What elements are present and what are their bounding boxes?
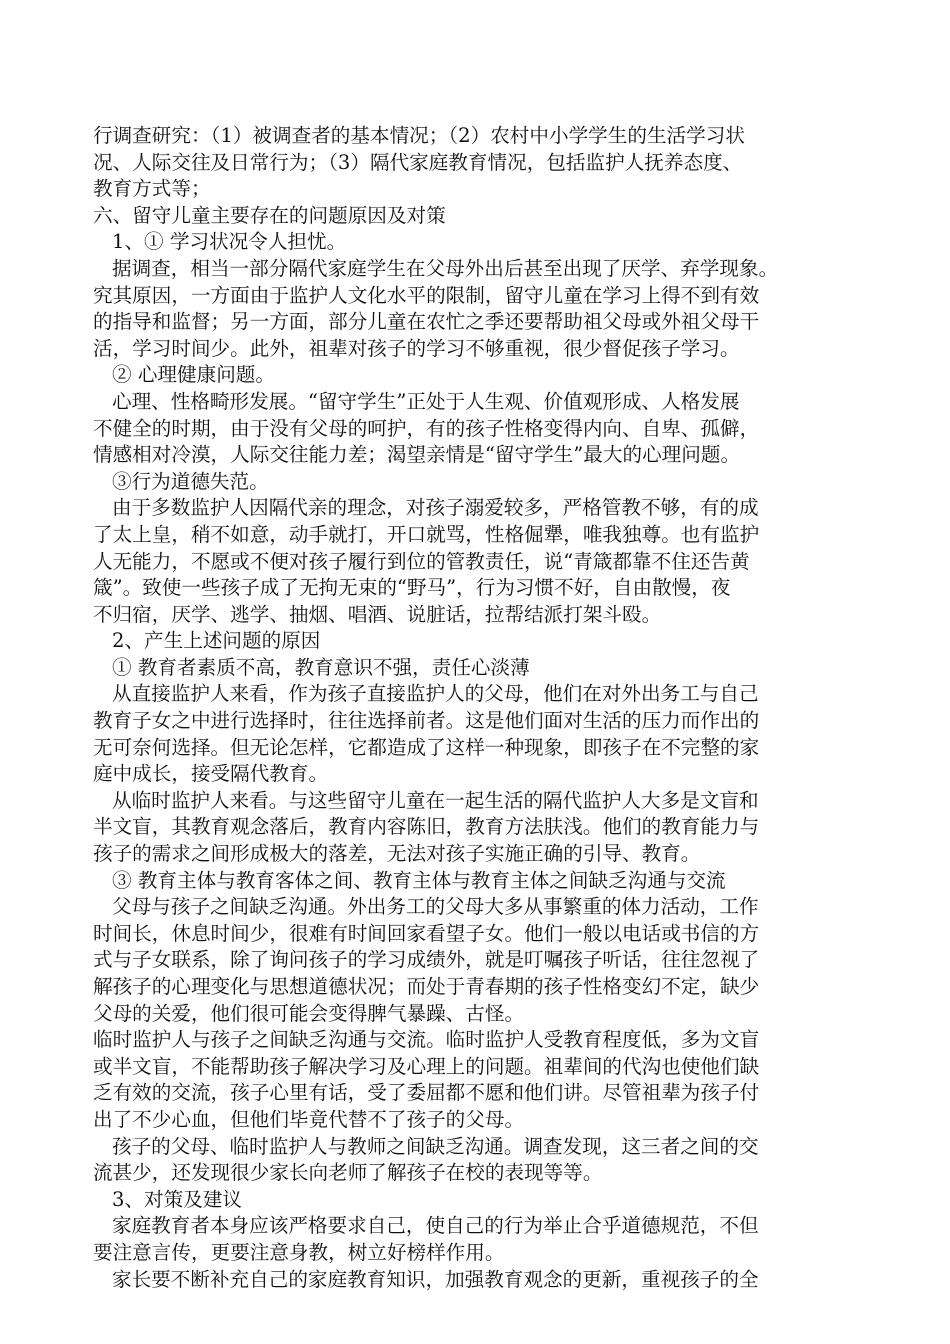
text-line: 况、人际交往及日常行为；（3）隔代家庭教育情况，包括监护人抚养态度、 [93,150,743,174]
text-line: 孩子的父母、临时监护人与教师之间缺乏沟通。调查发现，这三者之间的交 [112,1134,759,1158]
text-line: 时间长，休息时间少，很难有时间回家看望子女。他们一般以电话或书信的方 [93,921,760,945]
text-line: 由于多数监护人因隔代亲的理念，对孩子溺爱较多，严格管教不够，有的成 [112,496,759,520]
text-line: 行调查研究：（1）被调查者的基本情况；（2）农村中小学学生的生活学习状 [93,124,745,147]
text-line: 从直接监护人来看，作为孩子直接监护人的父母，他们在对外出务工与自己 [112,682,759,706]
text-line: ③行为道德失范。 [112,469,269,493]
text-line: 人无能力，不愿或不便对孩子履行到位的管教责任，说“青箴都靠不住还告黄 [93,549,750,573]
text-line: 不归宿，厌学、逃学、抽烟、唱酒、说脏话，拉帮结派打架斗殴。 [93,602,662,626]
text-line: 解孩子的心理变化与思想道德状况；而处于青春期的孩子性格变幻不定，缺少 [93,975,760,998]
text-line: 心理、性格畸形发展。“留守学生”正处于人生观、价值观形成、人格发展 [112,389,740,413]
text-line: ③ 教育主体与教育客体之间、教育主体与教育主体之间缺乏沟通与交流 [112,868,726,892]
text-line: 父母与孩子之间缺乏沟通。外出务工的父母大多从事繁重的体力活动，工作 [112,895,759,919]
text-line: 式与子女联系，除了询问孩子的学习成绩外，就是叮嘱孩子听话，往往忽视了 [93,948,760,972]
text-line: 箴”。致使一些孩子成了无拘无束的“野马”，行为习惯不好，自由散慢，夜 [93,576,731,600]
text-line: 1、① 学习状况令人担忧。 [112,230,347,254]
text-line: 要注意言传，更要注意身教，树立好榜样作用。 [93,1240,505,1264]
text-line: 不健全的时期，由于没有父母的呵护，有的孩子性格变得内向、自卑、孤僻， [93,416,760,440]
text-line: 临时监护人与孩子之间缺乏沟通与交流。临时监护人受教育程度低，多为文盲 [93,1028,760,1052]
text-line: 或半文盲，不能帮助孩子解决学习及心理上的问题。祖辈间的代沟也使他们缺 [93,1054,760,1078]
text-line: 流甚少，还发现很少家长向老师了解孩子在校的表现等等。 [93,1161,603,1185]
document-body [93,123,873,1293]
text-line: 从临时监护人来看。与这些留守儿童在一起生活的隔代监护人大多是文盲和 [112,788,759,812]
text-line: 父母的关爱，他们很可能会变得脾气暴躁、古怪。 [93,1001,525,1025]
text-line: 究其原因，一方面由于监护人文化水平的限制，留守儿童在学习上得不到有效 [93,283,760,307]
text-line: 庭中成长，接受隔代教育。 [93,762,329,786]
text-line: 教育子女之中进行选择时，往往选择前者。这是他们面对生活的压力而作出的 [93,709,760,733]
text-line: 活，学习时间少。此外，祖辈对孩子的学习不够重视，很少督促孩子学习。 [93,336,740,360]
text-line: 的指导和监督；另一方面，部分儿童在农忙之季还要帮助祖父母或外祖父母干 [93,310,760,334]
text-line: 孩子的需求之间形成极大的落差，无法对孩子实施正确的引导、教育。 [93,842,701,866]
text-line: ② 心理健康问题。 [112,363,275,387]
text-line: 乏有效的交流，孩子心里有话，受了委屈都不愿和他们讲。尽管祖辈为孩子付 [93,1081,760,1105]
text-line: 无可奈何选择。但无论怎样，它都造成了这样一种现象，即孩子在不完整的家 [93,735,760,759]
text-line: 家庭教育者本身应该严格要求自己，使自己的行为举止合乎道德规范，不但 [112,1214,759,1238]
text-line: 3、对策及建议 [112,1187,243,1211]
text-line: 家长要不断补充自己的家庭教育知识，加强教育观念的更新，重视孩子的全 [112,1267,759,1291]
text-line: ① 教育者素质不高，教育意识不强，责任心淡薄 [112,655,530,679]
text-line: 出了不少心血，但他们毕竟代替不了孩子的父母。 [93,1107,525,1131]
text-line: 六、留守儿童主要存在的问题原因及对策 [93,203,446,227]
text-line: 半文盲，其教育观念落后，教育内容陈旧，教育方法肤浅。他们的教育能力与 [93,815,760,839]
text-line: 据调查，相当一部分隔代家庭学生在父母外出后甚至出现了厌学、弃学现象。 [112,256,779,280]
text-line: 情感相对冷漠，人际交往能力差；渴望亲情是“留守学生”最大的心理问题。 [93,443,741,467]
text-line: 了太上皇，稍不如意，动手就打，开口就骂，性格倔犟，唯我独尊。也有监护 [93,522,760,546]
text-line: 2、产生上述问题的原因 [112,629,321,653]
text-line: 教育方式等； [93,177,211,201]
